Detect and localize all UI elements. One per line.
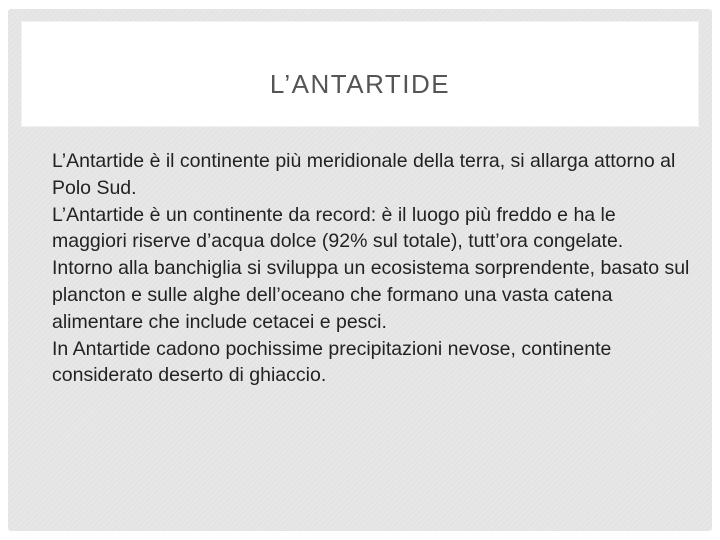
paragraph-3: Intorno alla banchiglia si sviluppa un ecosistema sorprendente, basato sul plancton e sulle alghe dell’oceano che formano una vasta catena alimentare che include cetacei e pesci.	[52, 257, 690, 333]
paragraph-2: L’Antartide è un continente da record: è il luogo più freddo e ha le maggiori riserve d’acqua dolce (92% sul totale), tutt’ora congelate.	[52, 203, 624, 253]
paragraph-1: L’Antartide è il continente più meridionale della terra, si allarga attorno al Polo Sud.	[52, 150, 676, 199]
slide-title: L’ANTARTIDE	[269, 69, 451, 99]
slide	[8, 9, 712, 531]
paragraph-4: In Antartide cadono pochissime precipitazioni nevose, continente considerato deserto di ghiaccio.	[52, 337, 612, 387]
title-box	[22, 22, 698, 126]
slide-body	[52, 148, 692, 389]
